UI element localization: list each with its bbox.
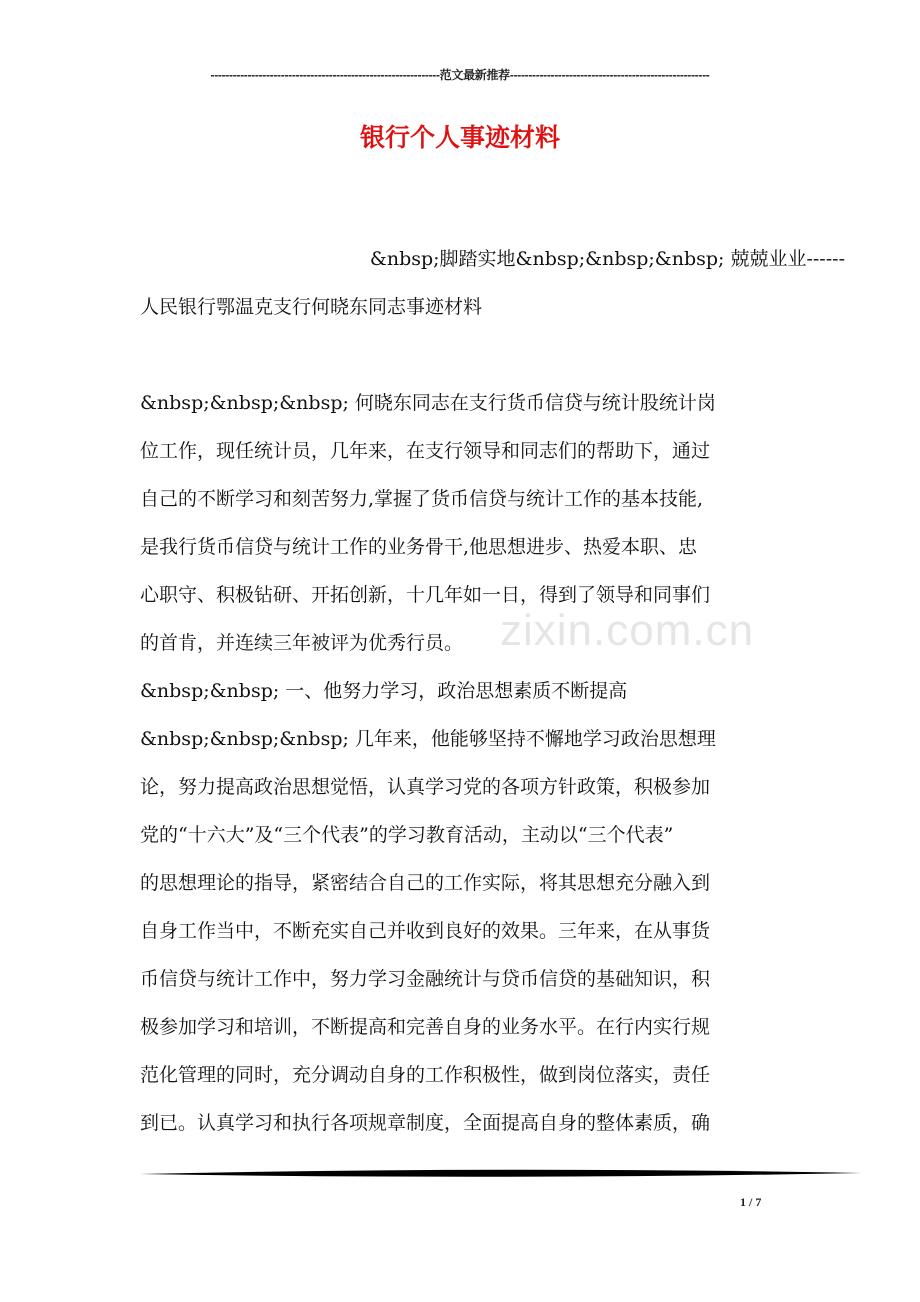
subtitle-line: &nbsp;脚踏实地&nbsp;&nbsp;&nbsp; 兢兢业业------ bbox=[369, 248, 845, 270]
paragraph-line: &nbsp;&nbsp;&nbsp; 何晓东同志在支行货币信贷与统计股统计岗 bbox=[140, 392, 716, 414]
paragraph-line: 自己的不断学习和刻苦努力,掌握了货币信贷与统计工作的基本技能, bbox=[140, 488, 704, 510]
paragraph-line: 党的“十六大”及“三个代表”的学习教育活动，主动以“三个代表” bbox=[140, 824, 674, 846]
paragraph-line: 心职守、积极钻研、开拓创新，十几年如一日，得到了领导和同事们 bbox=[140, 584, 711, 606]
paragraph-line: &nbsp;&nbsp;&nbsp; 几年来，他能够坚持不懈地学习政治思想理 bbox=[140, 728, 716, 750]
footer-divider bbox=[140, 1168, 862, 1180]
paragraph-line: 范化管理的同时，充分调动自身的工作积极性，做到岗位落实，责任 bbox=[140, 1064, 711, 1086]
paragraph-spacer bbox=[140, 331, 785, 379]
paragraph-line: 的首肯，并连续三年被评为优秀行员。 bbox=[140, 632, 464, 654]
paragraph-line: 币信贷与统计工作中，努力学习金融统计与贷币信贷的基础知识，积 bbox=[140, 968, 711, 990]
section-heading: &nbsp;&nbsp; 一、他努力学习，政治思想素质不断提高 bbox=[140, 680, 628, 702]
paragraph-line: 是我行货币信贷与统计工作的业务骨干,他思想进步、热爱本职、忠 bbox=[140, 536, 698, 558]
page-number: 1 / 7 bbox=[740, 1195, 762, 1209]
subtitle-line-2: 人民银行鄂温克支行何晓东同志事迹材料 bbox=[140, 296, 483, 318]
document-title: 银行个人事迹材料 bbox=[359, 123, 560, 152]
paragraph-line: 自身工作当中，不断充实自己并收到良好的效果。三年来，在从事货 bbox=[140, 920, 711, 942]
paragraph-line: 论，努力提高政治思想觉悟，认真学习党的各项方针政策，积极参加 bbox=[140, 776, 711, 798]
paragraph-line: 的思想理论的指导，紧密结合自己的工作实际，将其思想充分融入到 bbox=[140, 872, 711, 894]
paragraph-line: 到已。认真学习和执行各项规章制度，全面提高自身的整体素质，确 bbox=[140, 1112, 711, 1134]
paragraph-line: 极参加学习和培训，不断提高和完善自身的业务水平。在行内实行规 bbox=[140, 1016, 711, 1038]
watermark: zixin.com.cn bbox=[500, 606, 755, 655]
header-banner: --------------------------------------------------------------范文最新推荐------------------------------------------------------ bbox=[210, 68, 710, 82]
document-body bbox=[140, 235, 845, 1147]
paragraph-line: 位工作，现任统计员，几年来，在支行领导和同志们的帮助下，通过 bbox=[140, 440, 711, 462]
